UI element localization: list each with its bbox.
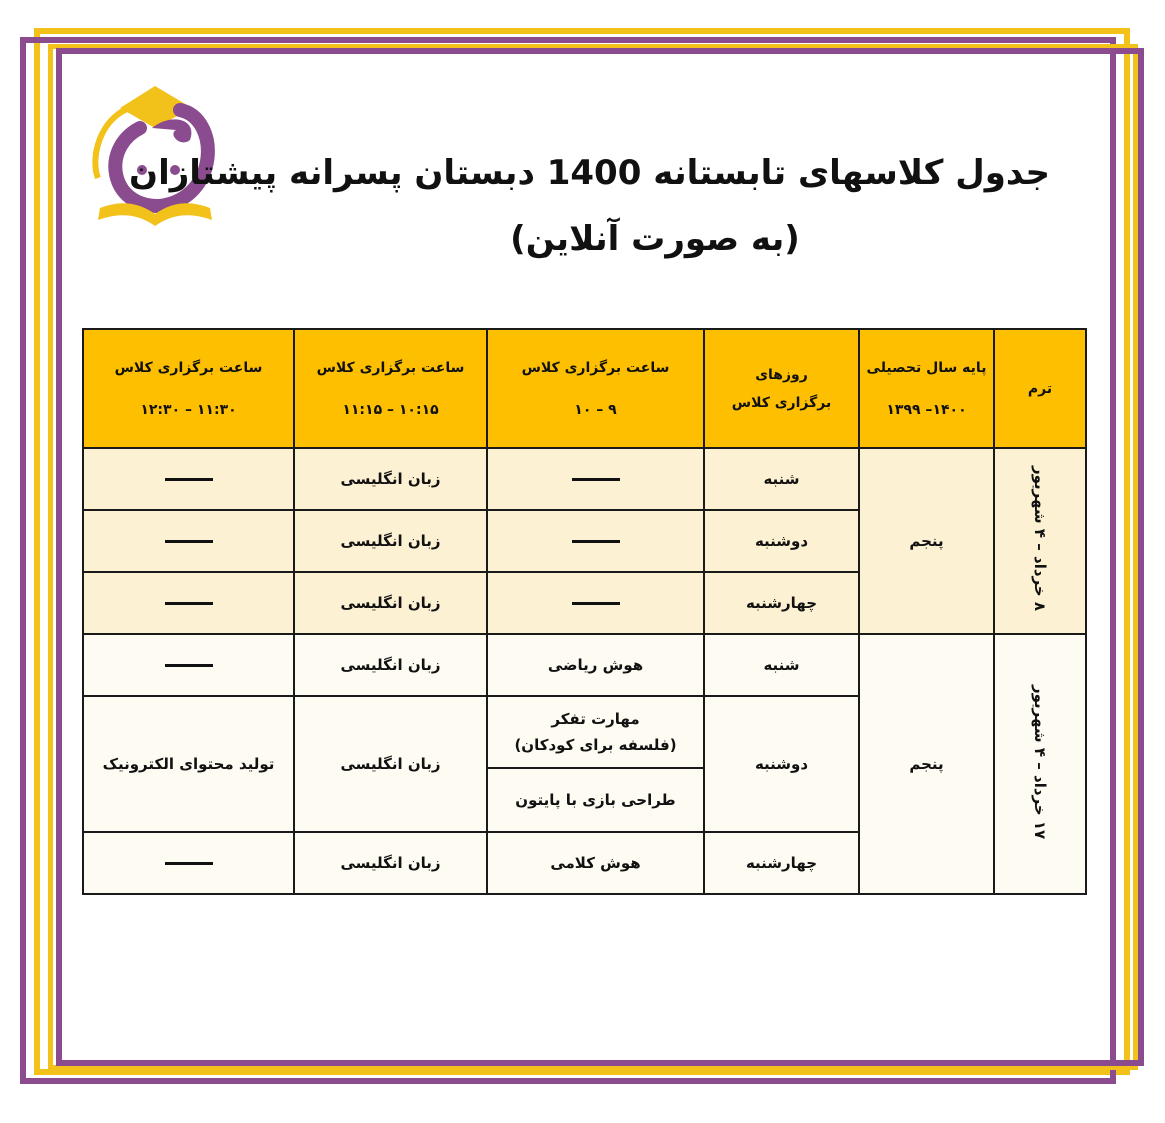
dash-icon — [165, 664, 213, 667]
class-cell: زبان انگلیسی — [294, 572, 487, 634]
slot-empty — [83, 832, 294, 894]
dash-icon — [165, 862, 213, 865]
schedule-table — [82, 328, 1087, 895]
slot-empty — [83, 572, 294, 634]
header-slot-1: ساعت برگزاری کلاس ۹ – ۱۰ — [487, 329, 704, 448]
slot-empty — [487, 510, 704, 572]
header-term: ترم — [994, 329, 1086, 448]
grade-cell: پنجم — [859, 448, 994, 634]
class-cell: زبان انگلیسی — [294, 634, 487, 696]
class-python-game: طراحی بازی با پایتون — [515, 791, 676, 809]
class-cell: زبان انگلیسی — [294, 510, 487, 572]
slot-empty — [83, 448, 294, 510]
title-line-2: (به صورت آنلاین) — [510, 219, 800, 259]
dash-icon — [572, 540, 620, 543]
slot-empty — [83, 510, 294, 572]
dash-icon — [572, 478, 620, 481]
dash-icon — [165, 602, 213, 605]
page-title — [129, 140, 1050, 272]
grade-cell: پنجم — [859, 634, 994, 894]
class-thinking-skills: مهارت تفکر (فلسفه برای کودکان) — [488, 697, 703, 769]
slot-empty — [83, 634, 294, 696]
class-cell: هوش کلامی — [487, 832, 704, 894]
table-header-row — [83, 329, 1086, 448]
class-cell: هوش ریاضی — [487, 634, 704, 696]
title-line-1: جدول کلاسهای تابستانه 1400 دبستان پسرانه پیشتازان — [129, 153, 1050, 193]
table-row — [83, 634, 1086, 696]
day-cell: چهارشنبه — [704, 832, 859, 894]
class-cell: زبان انگلیسی — [294, 448, 487, 510]
term-cell: ۱۷ خرداد – ۴ شهریور — [994, 634, 1086, 894]
table-row — [83, 448, 1086, 510]
slot-empty — [487, 448, 704, 510]
dash-icon — [165, 540, 213, 543]
class-cell: زبان انگلیسی — [294, 696, 487, 832]
header-days: روزهای برگزاری کلاس — [704, 329, 859, 448]
day-cell: شنبه — [704, 448, 859, 510]
day-cell: شنبه — [704, 634, 859, 696]
split-class-cell — [487, 696, 704, 832]
day-cell: چهارشنبه — [704, 572, 859, 634]
header-grade: پایه سال تحصیلی ۱۴۰۰– ۱۳۹۹ — [859, 329, 994, 448]
day-cell: دوشنبه — [704, 510, 859, 572]
class-cell: زبان انگلیسی — [294, 832, 487, 894]
header-slot-2: ساعت برگزاری کلاس ۱۰:۱۵ – ۱۱:۱۵ — [294, 329, 487, 448]
dash-icon — [165, 478, 213, 481]
dash-icon — [572, 602, 620, 605]
header-slot-3: ساعت برگزاری کلاس ۱۱:۳۰ – ۱۲:۳۰ — [83, 329, 294, 448]
day-cell: دوشنبه — [704, 696, 859, 832]
term-cell: ۸ خرداد – ۴ شهریور — [994, 448, 1086, 634]
slot-empty — [487, 572, 704, 634]
class-cell: تولید محتوای الکترونیک — [83, 696, 294, 832]
